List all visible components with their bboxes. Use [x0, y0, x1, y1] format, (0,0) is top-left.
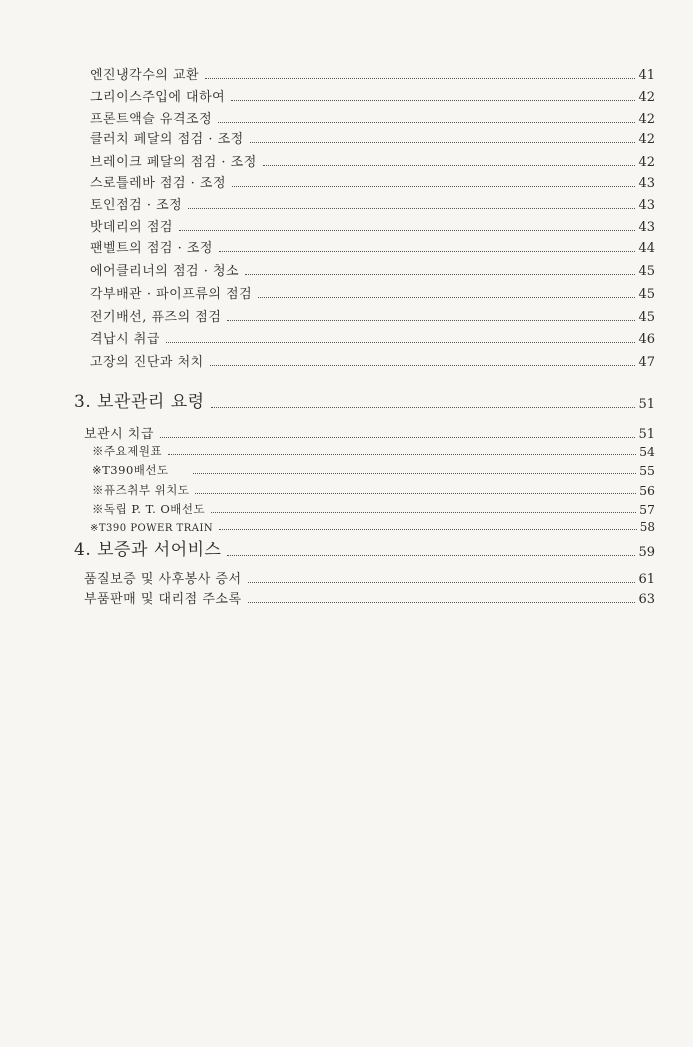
toc-entry-page: 42: [638, 90, 655, 105]
toc-leader-dots: [250, 141, 636, 143]
toc-leader-dots: [211, 406, 636, 408]
toc-entry-warranty: [84, 568, 655, 587]
toc-entry-throttle-lever: [90, 172, 655, 191]
toc-entry-page: 43: [638, 176, 655, 191]
toc-section-3: [74, 387, 655, 412]
toc-leader-dots: [210, 364, 636, 366]
toc-leader-dots: [168, 453, 636, 455]
toc-entry-label: 부품판매 및 대리점 주소록: [84, 592, 242, 607]
toc-leader-dots: [219, 250, 635, 252]
toc-entry-page: 45: [638, 264, 655, 279]
toc-entry-page: 63: [638, 592, 655, 607]
toc-entry-page: 58: [639, 520, 655, 534]
toc-entry-wiring-fuse: [90, 306, 655, 325]
toc-entry-toe-in: [90, 194, 655, 213]
toc-entry-page: 41: [638, 68, 655, 83]
toc-leader-dots: [205, 77, 635, 79]
toc-entry-spec-table: [92, 443, 655, 459]
toc-entry-label: ※T390 POWER TRAIN: [90, 523, 214, 534]
toc-entry-label: 토인점검 · 조정: [90, 198, 183, 213]
toc-leader-dots: [211, 511, 636, 513]
toc-entry-page: 45: [638, 310, 655, 325]
toc-entry-label: 에어클리너의 점검 · 청소: [90, 264, 240, 279]
toc-leader-dots: [160, 436, 636, 438]
toc-entry-label: 팬벨트의 점검 · 조정: [90, 241, 213, 256]
toc-entry-fuse-location: [92, 482, 655, 498]
toc-entry-pto-wiring: [92, 501, 655, 517]
toc-entry-label: 브레이크 페달의 점검 · 조정: [90, 155, 257, 170]
toc-entry-fan-belt: [90, 237, 655, 256]
toc-leader-dots: [232, 185, 635, 187]
toc-entry-clutch-pedal: [90, 128, 655, 147]
toc-entry-engine-coolant: [90, 64, 655, 83]
toc-entry-label: 보관시 치급: [84, 427, 154, 442]
toc-entry-label: ※T390배선도: [92, 463, 169, 477]
toc-entry-page: 46: [638, 332, 655, 347]
toc-entry-page: 42: [638, 155, 655, 170]
toc-leader-dots: [263, 164, 636, 166]
toc-entry-page: 45: [638, 287, 655, 302]
toc-entry-label: 품질보증 및 사후봉사 증서: [84, 572, 242, 587]
toc-entry-label: 고장의 진단과 처치: [90, 355, 204, 370]
toc-leader-dots: [218, 121, 635, 123]
toc-entry-page: 56: [639, 483, 655, 498]
toc-entry-front-axle: [90, 108, 655, 127]
toc-leader-dots: [245, 273, 635, 275]
toc-entry-air-cleaner: [90, 260, 655, 279]
toc-entry-t390-wiring: [92, 462, 655, 478]
toc-section-4: [74, 535, 655, 560]
toc-leader-dots: [188, 207, 635, 209]
toc-entry-label: 밧데리의 점검: [90, 220, 173, 235]
toc-entry-page: 43: [638, 220, 655, 235]
toc-leader-dots: [166, 341, 636, 343]
toc-leader-dots: [258, 296, 635, 298]
toc-entry-page: 47: [638, 355, 655, 370]
toc-leader-dots: [219, 528, 637, 530]
toc-entry-page: 51: [638, 397, 655, 412]
toc-leader-dots: [227, 554, 635, 556]
toc-entry-label: 엔진냉각수의 교환: [90, 68, 200, 83]
toc-leader-dots: [195, 492, 636, 494]
toc-entry-storage-handling: [90, 328, 655, 347]
toc-entry-page: 43: [638, 198, 655, 213]
toc-leader-dots: [193, 472, 637, 474]
toc-leader-dots: [248, 601, 636, 603]
toc-entry-page: 42: [638, 132, 655, 147]
toc-entry-label: 프론트액슬 유격조정: [90, 112, 213, 127]
toc-entry-label: 그리이스주입에 대하여: [90, 90, 226, 105]
toc-entry-brake-pedal: [90, 151, 655, 170]
toc-entry-battery: [90, 216, 655, 235]
toc-entry-label: 전기배선, 퓨즈의 점검: [90, 310, 222, 325]
toc-entry-label: 격납시 취급: [90, 332, 160, 347]
toc-section-label: 3. 보관관리 요령: [74, 392, 205, 412]
toc-entry-page: 55: [639, 463, 655, 478]
toc-entry-page: 59: [638, 545, 655, 560]
toc-leader-dots: [231, 99, 635, 101]
toc-section-label: 4. 보증과 서어비스: [74, 540, 222, 560]
toc-entry-page: 61: [638, 572, 655, 587]
toc-entry-label: ※주요제원표: [92, 444, 163, 458]
toc-entry-troubleshooting: [90, 351, 655, 370]
toc-entry-label: 각부배관 · 파이프류의 점검: [90, 287, 253, 302]
toc-entry-page: 54: [639, 444, 655, 459]
toc-entry-page: 44: [638, 241, 655, 256]
toc-entry-page: 57: [639, 502, 655, 517]
toc-leader-dots: [227, 319, 635, 321]
toc-entry-grease: [90, 86, 655, 105]
toc-entry-label: 클러치 페달의 점검 · 조정: [90, 132, 244, 147]
toc-leader-dots: [248, 581, 636, 583]
toc-entry-page: 51: [638, 427, 655, 442]
toc-entry-label: ※독립 P. T. O배선도: [92, 502, 206, 516]
toc-entry-storage: [84, 423, 655, 442]
toc-entry-label: 스로틀레바 점검 · 조정: [90, 176, 227, 191]
toc-entry-page: 42: [638, 112, 655, 127]
toc-entry-power-train: [90, 520, 655, 534]
toc-entry-parts-dealers: [84, 588, 655, 607]
toc-entry-label: ※퓨즈취부 위치도: [92, 483, 190, 497]
toc-leader-dots: [179, 229, 635, 231]
toc-entry-piping: [90, 283, 655, 302]
